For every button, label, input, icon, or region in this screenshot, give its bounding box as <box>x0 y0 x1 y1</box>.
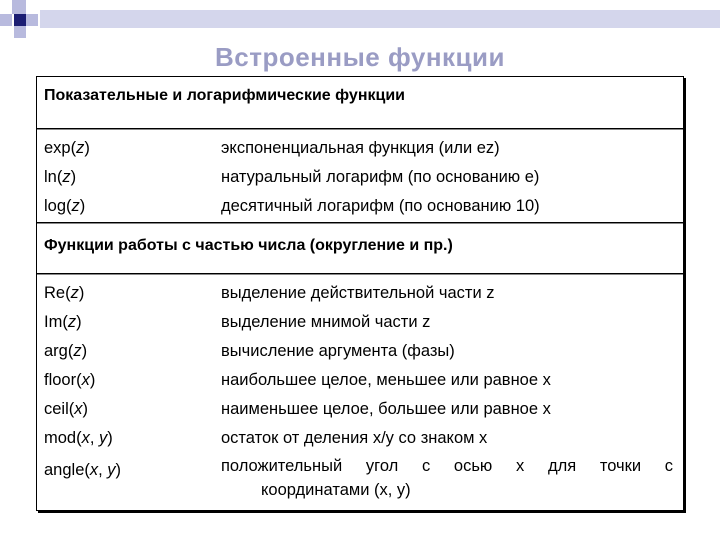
function-name: log(z) <box>44 197 86 215</box>
function-description: выделение мнимой части z <box>221 313 431 331</box>
function-name: Re(z) <box>44 284 85 302</box>
function-description: вычисление аргумента (фазы) <box>221 342 455 360</box>
function-name: angle(x, y) <box>44 461 122 479</box>
divider <box>37 222 683 223</box>
function-description: натуральный логарифм (по основанию e) <box>221 168 540 186</box>
function-descriptions <box>221 279 673 502</box>
function-description: выделение действительной части z <box>221 284 495 302</box>
section-header: Функции работы с частью числа (округление и пр.) <box>44 237 453 254</box>
function-name: mod(x, y) <box>44 429 113 447</box>
function-descriptions <box>221 134 540 221</box>
function-name: ln(z) <box>44 168 77 186</box>
slide-title: Встроенные функции <box>214 42 506 72</box>
top-decorative-bar <box>40 10 720 28</box>
function-name: ceil(x) <box>44 400 89 418</box>
function-description: наименьшее целое, большее или равное x <box>221 400 551 418</box>
function-description: остаток от деления x/y со знаком x <box>221 429 488 447</box>
divider <box>37 273 683 274</box>
function-name: Im(z) <box>44 313 82 331</box>
section-header: Показательные и логарифмические функции <box>44 87 405 104</box>
functions-table <box>36 76 684 511</box>
function-names <box>44 134 90 221</box>
function-name: exp(z) <box>44 139 90 157</box>
function-description: экспоненциальная функция (или ez) <box>221 139 500 157</box>
function-description: наибольшее целое, меньшее или равное x <box>221 371 551 389</box>
function-description: положительный угол с осью x для точки с <box>221 457 673 475</box>
function-description: десятичный логарифм (по основанию 10) <box>221 197 540 215</box>
function-names <box>44 279 121 485</box>
function-description-continued: координатами (x, y) <box>261 481 411 499</box>
function-name: floor(x) <box>44 371 96 389</box>
function-name: arg(z) <box>44 342 88 360</box>
divider <box>37 128 683 129</box>
